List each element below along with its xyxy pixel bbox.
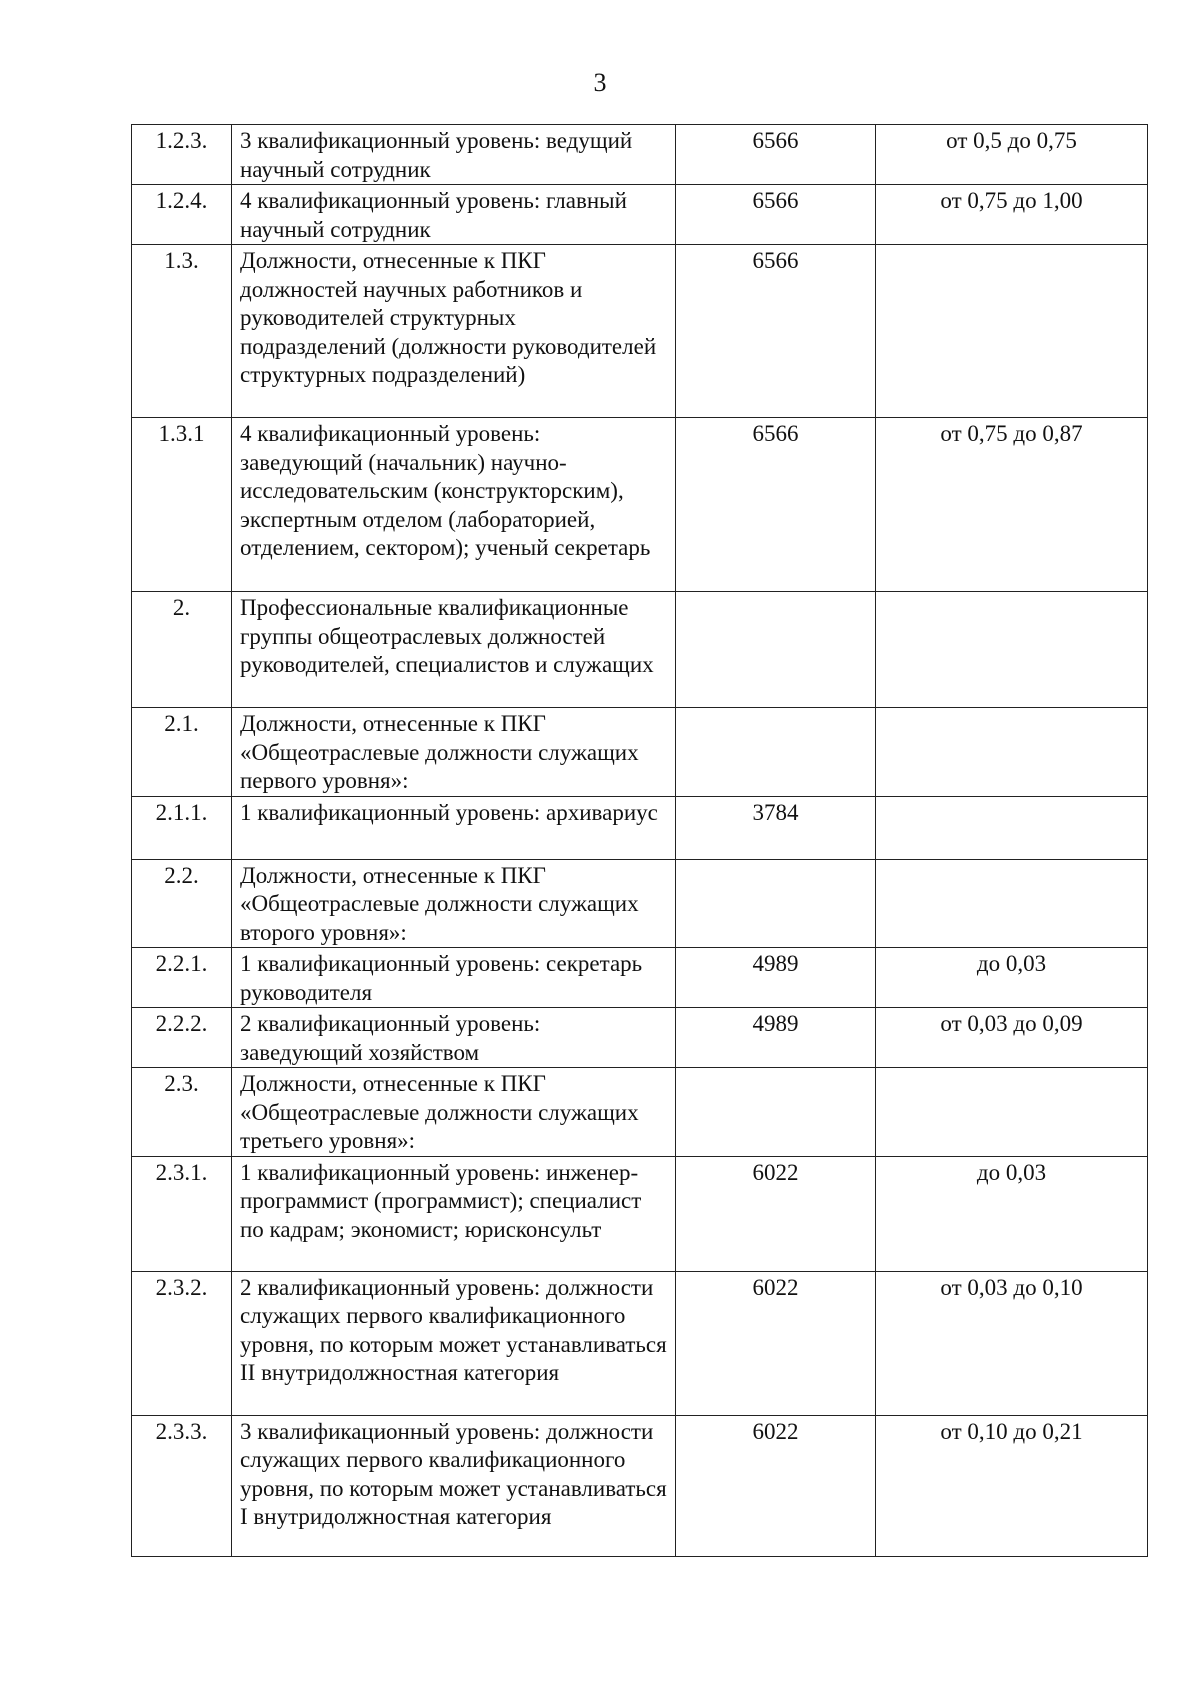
position-title-cell: 3 квалификационный уровень: ведущий научный сотрудник bbox=[232, 125, 676, 185]
base-salary-cell bbox=[676, 592, 876, 708]
base-salary-cell bbox=[676, 859, 876, 948]
coefficient-cell bbox=[876, 1068, 1148, 1157]
coefficient-cell bbox=[876, 245, 1148, 418]
coefficient-cell: до 0,03 bbox=[876, 948, 1148, 1008]
coefficient-cell: от 0,75 до 0,87 bbox=[876, 418, 1148, 592]
base-salary-cell: 6566 bbox=[676, 418, 876, 592]
position-title-cell: 1 квалификационный уровень: инженер-программист (программист); специалист по кадрам; экономист; юрисконсульт bbox=[232, 1156, 676, 1271]
table-row bbox=[132, 859, 1148, 948]
base-salary-cell: 3784 bbox=[676, 796, 876, 859]
coefficient-cell bbox=[876, 859, 1148, 948]
base-salary-cell: 6022 bbox=[676, 1271, 876, 1415]
table-row bbox=[132, 185, 1148, 245]
coefficient-cell bbox=[876, 708, 1148, 797]
page-number: 3 bbox=[593, 68, 607, 97]
position-title-cell: Должности, отнесенные к ПКГ должностей научных работников и руководителей структурных подразделений (должности руководителей структурных подразделений) bbox=[232, 245, 676, 418]
position-title-cell: 2 квалификационный уровень: должности служащих первого квалификационного уровня, по которым может устанавливаться II внутридолжностная категория bbox=[232, 1271, 676, 1415]
base-salary-cell: 6022 bbox=[676, 1415, 876, 1556]
position-title-cell: 4 квалификационный уровень: заведующий (начальник) научно-исследовательским (конструкторским), экспертным отделом (лабораторией, отделением, сектором); ученый секретарь bbox=[232, 418, 676, 592]
table-row bbox=[132, 1068, 1148, 1157]
row-number-cell: 1.2.4. bbox=[132, 185, 232, 245]
coefficient-cell: от 0,75 до 1,00 bbox=[876, 185, 1148, 245]
table-row bbox=[132, 948, 1148, 1008]
row-number-cell: 1.3. bbox=[132, 245, 232, 418]
base-salary-cell: 6566 bbox=[676, 125, 876, 185]
position-title-cell: Должности, отнесенные к ПКГ «Общеотраслевые должности служащих второго уровня»: bbox=[232, 859, 676, 948]
base-salary-cell: 6566 bbox=[676, 245, 876, 418]
position-title-cell: 2 квалификационный уровень: заведующий хозяйством bbox=[232, 1008, 676, 1068]
row-number-cell: 2.3.3. bbox=[132, 1415, 232, 1556]
table-row bbox=[132, 245, 1148, 418]
table-row bbox=[132, 1156, 1148, 1271]
table-row bbox=[132, 796, 1148, 859]
base-salary-cell: 4989 bbox=[676, 1008, 876, 1068]
coefficient-cell bbox=[876, 592, 1148, 708]
base-salary-cell bbox=[676, 1068, 876, 1157]
coefficient-cell: до 0,03 bbox=[876, 1156, 1148, 1271]
row-number-cell: 2.1.1. bbox=[132, 796, 232, 859]
position-title-cell: Профессиональные квалификационные группы общеотраслевых должностей руководителей, специалистов и служащих bbox=[232, 592, 676, 708]
salary-table bbox=[131, 124, 1148, 1557]
position-title-cell: 3 квалификационный уровень: должности служащих первого квалификационного уровня, по которым может устанавливаться I внутридолжностная категория bbox=[232, 1415, 676, 1556]
coefficient-cell: от 0,03 до 0,09 bbox=[876, 1008, 1148, 1068]
coefficient-cell bbox=[876, 796, 1148, 859]
row-number-cell: 2.1. bbox=[132, 708, 232, 797]
table-row bbox=[132, 1008, 1148, 1068]
coefficient-cell: от 0,03 до 0,10 bbox=[876, 1271, 1148, 1415]
table-row bbox=[132, 125, 1148, 185]
position-title-cell: 1 квалификационный уровень: архивариус bbox=[232, 796, 676, 859]
row-number-cell: 2. bbox=[132, 592, 232, 708]
position-title-cell: 4 квалификационный уровень: главный научный сотрудник bbox=[232, 185, 676, 245]
row-number-cell: 2.3. bbox=[132, 1068, 232, 1157]
row-number-cell: 2.3.2. bbox=[132, 1271, 232, 1415]
base-salary-cell: 6022 bbox=[676, 1156, 876, 1271]
row-number-cell: 2.2.2. bbox=[132, 1008, 232, 1068]
row-number-cell: 2.2. bbox=[132, 859, 232, 948]
base-salary-cell: 4989 bbox=[676, 948, 876, 1008]
row-number-cell: 1.2.3. bbox=[132, 125, 232, 185]
table-row bbox=[132, 708, 1148, 797]
position-title-cell: Должности, отнесенные к ПКГ «Общеотраслевые должности служащих третьего уровня»: bbox=[232, 1068, 676, 1157]
table-row bbox=[132, 1415, 1148, 1556]
row-number-cell: 2.3.1. bbox=[132, 1156, 232, 1271]
coefficient-cell: от 0,5 до 0,75 bbox=[876, 125, 1148, 185]
position-title-cell: 1 квалификационный уровень: секретарь руководителя bbox=[232, 948, 676, 1008]
table-row bbox=[132, 1271, 1148, 1415]
base-salary-cell bbox=[676, 708, 876, 797]
position-title-cell: Должности, отнесенные к ПКГ «Общеотраслевые должности служащих первого уровня»: bbox=[232, 708, 676, 797]
table-row bbox=[132, 592, 1148, 708]
table-row bbox=[132, 418, 1148, 592]
row-number-cell: 2.2.1. bbox=[132, 948, 232, 1008]
row-number-cell: 1.3.1 bbox=[132, 418, 232, 592]
base-salary-cell: 6566 bbox=[676, 185, 876, 245]
coefficient-cell: от 0,10 до 0,21 bbox=[876, 1415, 1148, 1556]
